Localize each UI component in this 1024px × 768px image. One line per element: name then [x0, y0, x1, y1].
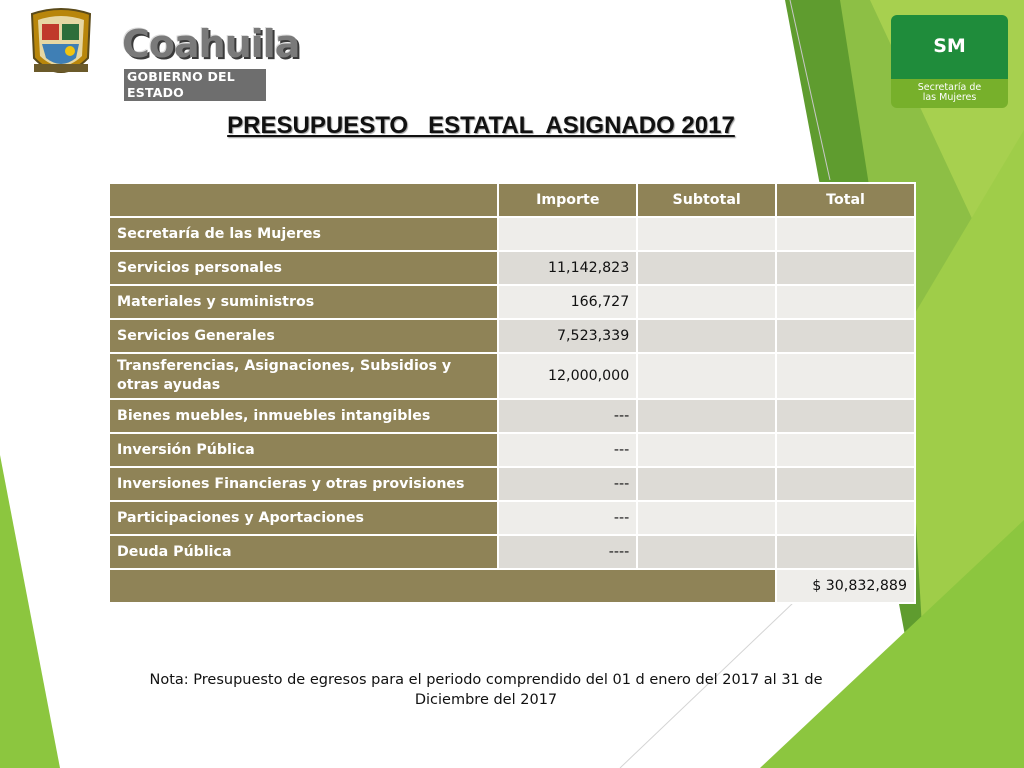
table-header-row: [109, 183, 915, 217]
row-total: [776, 501, 915, 535]
row-subtotal: [637, 319, 776, 353]
green-band-left: [0, 455, 60, 768]
table-row: [109, 535, 915, 569]
row-subtotal: [637, 399, 776, 433]
row-label: Servicios Generales: [109, 319, 498, 353]
row-importe: ---: [498, 433, 637, 467]
table-total-row: [109, 569, 915, 603]
row-label: Inversión Pública: [109, 433, 498, 467]
row-total: [776, 217, 915, 251]
row-label: Inversiones Financieras y otras provisiones: [109, 467, 498, 501]
table-row: [109, 399, 915, 433]
brand-name: Coahuila: [122, 22, 300, 66]
row-total: [776, 285, 915, 319]
row-total: [776, 319, 915, 353]
row-total: [776, 535, 915, 569]
badge-abbr: SM: [933, 35, 966, 57]
row-importe: 11,142,823: [498, 251, 637, 285]
table-row: [109, 433, 915, 467]
row-label: Bienes muebles, inmuebles intangibles: [109, 399, 498, 433]
row-total: [776, 433, 915, 467]
row-importe: ---: [498, 501, 637, 535]
row-subtotal: [637, 353, 776, 399]
row-label: Deuda Pública: [109, 535, 498, 569]
badge-name-line1: Secretaría de: [917, 82, 982, 93]
table-row: [109, 251, 915, 285]
row-subtotal: [637, 285, 776, 319]
table-row: [109, 501, 915, 535]
row-subtotal: [637, 433, 776, 467]
row-subtotal: [637, 251, 776, 285]
row-importe: [498, 217, 637, 251]
row-subtotal: [637, 501, 776, 535]
row-label: Transferencias, Asignaciones, Subsidios y otras ayudas: [109, 353, 498, 399]
table-row: [109, 467, 915, 501]
grand-total-value: $ 30,832,889: [776, 569, 915, 603]
footnote: Nota: Presupuesto de egresos para el periodo comprendido del 01 d enero del 2017 al 31 de Diciembre del 2017: [149, 672, 823, 708]
column-header-concept: [109, 183, 498, 217]
badge-name-line2: las Mujeres: [922, 92, 977, 103]
brand-subtitle: GOBIERNO DEL ESTADO: [124, 69, 266, 101]
row-label: Participaciones y Aportaciones: [109, 501, 498, 535]
coahuila-logo: [26, 6, 300, 100]
row-subtotal: [637, 467, 776, 501]
table-row: [109, 217, 915, 251]
table-row: [109, 285, 915, 319]
row-importe: ---: [498, 467, 637, 501]
row-label: Materiales y suministros: [109, 285, 498, 319]
table-row: [109, 319, 915, 353]
total-row-spacer: [109, 569, 776, 603]
row-subtotal: [637, 217, 776, 251]
badge-name: [891, 83, 1008, 103]
row-total: [776, 399, 915, 433]
row-importe: ---: [498, 399, 637, 433]
row-importe: ----: [498, 535, 637, 569]
row-total: [776, 467, 915, 501]
row-label: Secretaría de las Mujeres: [109, 217, 498, 251]
table-row: [109, 353, 915, 399]
secretaria-mujeres-badge: [891, 15, 1008, 108]
column-header-subtotal: Subtotal: [637, 183, 776, 217]
row-importe: 166,727: [498, 285, 637, 319]
row-label: Servicios personales: [109, 251, 498, 285]
row-subtotal: [637, 535, 776, 569]
row-total: [776, 251, 915, 285]
budget-table: [108, 182, 916, 604]
row-total: [776, 353, 915, 399]
row-importe: 12,000,000: [498, 353, 637, 399]
page-title: PRESUPUESTO ESTATAL ASIGNADO 2017: [227, 112, 735, 139]
column-header-total: Total: [776, 183, 915, 217]
row-importe: 7,523,339: [498, 319, 637, 353]
coat-of-arms-icon: [26, 6, 96, 82]
column-header-importe: Importe: [498, 183, 637, 217]
